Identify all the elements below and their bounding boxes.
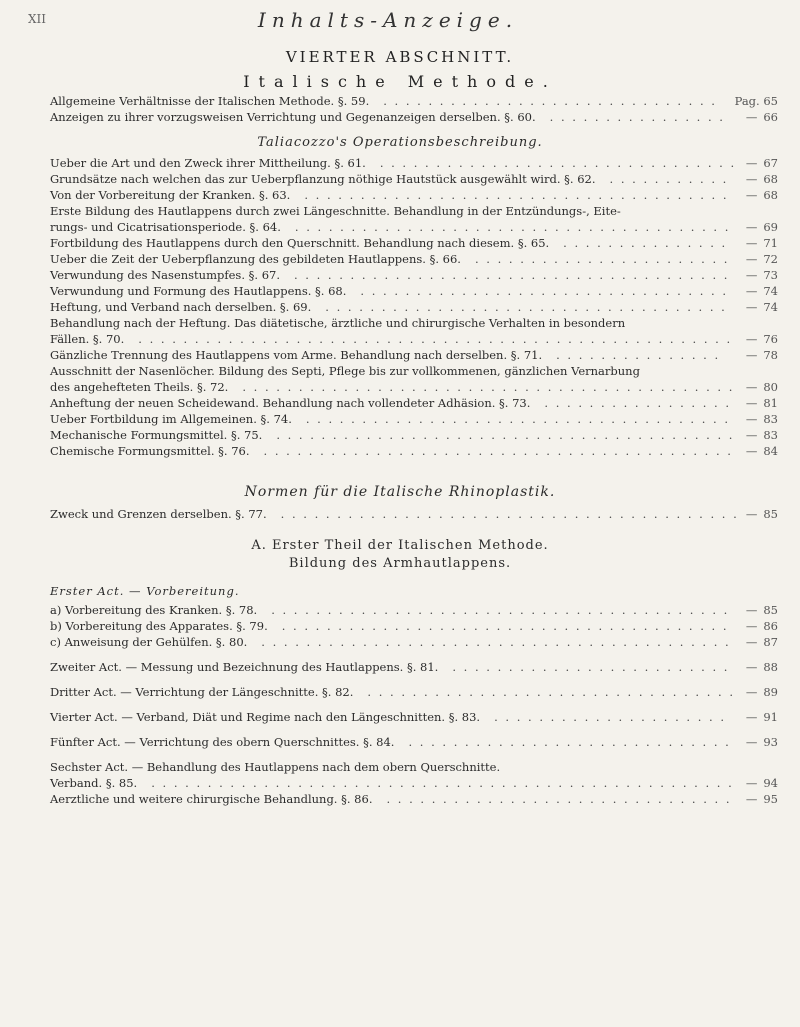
toc-page-number: 81 (763, 396, 778, 410)
toc-page-number: 83 (763, 428, 778, 442)
page-dash: — (745, 332, 758, 346)
dot-leader: . . . . . . . . . . . . . . . . . . . . . . . . . . . . . . . (386, 792, 732, 806)
dot-leader: . . . . . . . . . . . . . . . . . . . . . . . (474, 252, 730, 266)
toc-entry (50, 187, 778, 203)
toc-entry-page (746, 791, 778, 807)
page-dash: — (745, 396, 758, 410)
toc-entry (50, 734, 778, 750)
page-dash: — (745, 444, 758, 458)
toc-entry-page (746, 251, 778, 267)
page-dash: — (745, 236, 758, 250)
dot-leader: . . . . . . . . . . . . . . . . . (544, 396, 732, 410)
toc-entry-text: Gänzliche Trennung des Hautlappens vom Arme. Behandlung nach derselben. §. 71. (50, 348, 543, 362)
heading-normen: Normen für die Italische Rhinoplastik. (244, 484, 556, 500)
toc-entry-text: Fünfter Act. — Verrichtung des obern Querschnittes. §. 84. (50, 735, 395, 749)
toc-entry (50, 283, 778, 299)
toc-page-number: 69 (763, 220, 778, 234)
page-number: XII (28, 12, 47, 26)
toc-entry (50, 235, 778, 251)
toc-entry-text: Mechanische Formungsmittel. §. 75. (50, 428, 263, 442)
toc-entry-page (746, 618, 778, 634)
page-dash: — (745, 348, 758, 362)
toc-entry-page (746, 331, 778, 347)
toc-page-number: 94 (763, 776, 778, 790)
toc-entry-text: Ausschnitt der Nasenlöcher. Bildung des Septi, Pflege bis zur vollkommenen, gänzlichen Vernarbung (50, 364, 640, 378)
toc-page-number: 78 (763, 348, 778, 362)
toc-entry-text: Verwundung und Formung des Hautlappens. §. 68. (50, 284, 347, 298)
toc-entry (50, 299, 778, 315)
toc-entry (50, 379, 778, 395)
toc-entry-page (746, 379, 778, 395)
toc-entry (50, 775, 778, 791)
dot-leader: . . . . . . . . . . . . . . . . . . . . . . . . . . . . . . . . . . . . . . . . . . (263, 444, 733, 458)
dot-leader: . . . . . . . . . . . . . . . . . . . . . . . . . . . . . . . . . . . . . . . . . . . . . . . . . . . . (151, 776, 734, 790)
toc-entry-text: Ueber Fortbildung im Allgemeinen. §. 74. (50, 412, 292, 426)
toc-entry-text: des angehefteten Theils. §. 72. (50, 380, 229, 394)
dot-leader: . . . . . . . . . . . . . . . . . . . . . . . . . . . . . . . . . . . . . . . . . . (261, 635, 731, 649)
toc-entry-text: Ueber die Art und den Zweck ihrer Mittheilung. §. 61. (50, 156, 366, 170)
heading-bildung: Bildung des Armhautlappens. (288, 556, 512, 571)
toc-entry-text: Allgemeine Verhältnisse der Italischen Methode. §. 59. (50, 94, 370, 108)
toc-entry (50, 411, 778, 427)
toc-entry-text: Dritter Act. — Verrichtung der Längeschnitte. §. 82. (50, 685, 354, 699)
page-dash: — (745, 735, 758, 749)
dot-leader: . . . . . . . . . . . . . . . . . . . . . . . . . . . . . (408, 735, 731, 749)
toc-entry-page (746, 219, 778, 235)
page-dash: — (745, 220, 758, 234)
toc-page-number: 91 (763, 710, 778, 724)
dot-leader: . . . . . . . . . . . . . . . . . . . . . . . . . . . . . . . . (379, 156, 737, 170)
toc-entry (50, 315, 778, 331)
page-dash: — (745, 776, 758, 790)
toc-entry (50, 395, 778, 411)
toc-page-number: 87 (763, 635, 778, 649)
toc-page-number: 68 (763, 188, 778, 202)
dot-leader: . . . . . . . . . . . . . . . . . . . . . . . . . . . . . . . . . . . . . . . (293, 268, 730, 282)
toc-entry-page (746, 659, 778, 675)
toc-entry (50, 109, 778, 125)
act1-heading: Erster Act. — Vorbereitung. (50, 584, 240, 598)
toc-entry (50, 219, 778, 235)
toc-entry-page (746, 299, 778, 315)
page-dash: — (745, 428, 758, 442)
dot-leader: . . . . . . . . . . . . . . . . . . . . . . . . . . . . . . . . . . . . . . . . (281, 619, 729, 633)
page-dash: — (745, 507, 758, 521)
toc-entry-page (746, 155, 778, 171)
toc-entry (50, 443, 778, 459)
toc-entry (50, 203, 778, 219)
page-dash: — (745, 685, 758, 699)
toc-entry-text: Zweiter Act. — Messung und Bezeichnung des Hautlappens. §. 81. (50, 660, 439, 674)
dot-leader: . . . . . . . . . . . . . . . . . . . . . . . . . . . . . . . . . . . . . . . . . (271, 603, 730, 617)
toc-entry-text: Heftung, und Verband nach derselben. §. 69. (50, 300, 312, 314)
dot-leader: . . . . . . . . . . . . . . . . . . . . . . . . . . . . . . . . . . . . . . . . . . . . (242, 380, 735, 394)
page-dash: — (745, 619, 758, 633)
toc-entry-text: Chemische Formungsmittel. §. 76. (50, 444, 250, 458)
page-dash: — (745, 156, 758, 170)
page-dash: — (745, 635, 758, 649)
toc-entry (50, 347, 778, 363)
dot-leader: . . . . . . . . . . . . . . . . . . . . . . . . . . . . . . (383, 94, 717, 108)
toc-entry-text: a) Vorbereitung des Kranken. §. 78. (50, 603, 258, 617)
dot-leader: . . . . . . . . . . . . . . . . . . . . . . . . . . . . . . . . . . . . . . . . . (280, 507, 739, 521)
section-subtitle: Italische Methode. (243, 72, 557, 91)
page-dash: — (745, 188, 758, 202)
dot-leader: . . . . . . . . . . . . . . . . . . . . . . . . . . . . . . . . . . . . . . . . . . . . . . . . . . . . . (138, 332, 733, 346)
dot-leader: . . . . . . . . . . . . . . . . . . . . . . . . . . . . . . . . . . . . . . . (294, 220, 731, 234)
dot-leader: . . . . . . . . . . . . . . . . . . . . . . . . . . . . . . . . . . . . . . . . . (276, 428, 735, 442)
running-title: Inhalts-Anzeige. (257, 8, 519, 32)
toc-page-number: 71 (763, 236, 778, 250)
toc-entry-text: Verwundung des Nasenstumpfes. §. 67. (50, 268, 280, 282)
toc-entry-text: Ueber die Zeit der Ueberpflanzung des gebildeten Hautlappens. §. 66. (50, 252, 461, 266)
toc-entry-page (746, 775, 778, 791)
toc-entry-text: Von der Vorbereitung der Kranken. §. 63. (50, 188, 291, 202)
page-dash: — (745, 252, 758, 266)
toc-entry-text: Sechster Act. — Behandlung des Hautlappens nach dem obern Querschnitte. (50, 760, 501, 774)
toc-entry-text: Zweck und Grenzen derselben. §. 77. (50, 507, 267, 521)
toc-entry (50, 709, 778, 725)
toc-entry-page (746, 734, 778, 750)
dot-leader: . . . . . . . . . . . . . . . . . . . . . . . . . . . . . . . . . (360, 284, 729, 298)
toc-entry-page (746, 443, 778, 459)
page-dash: — (745, 603, 758, 617)
toc-page-number: 89 (763, 685, 778, 699)
toc-entry-text: Vierter Act. — Verband, Diät und Regime nach den Längeschnitten. §. 83. (50, 710, 481, 724)
toc-entry (50, 93, 778, 109)
toc-entry (50, 659, 778, 675)
running-header (28, 8, 748, 32)
dot-leader: . . . . . . . . . . . . . . . . (549, 110, 725, 124)
dot-leader: . . . . . . . . . . . . . . . (556, 348, 721, 362)
toc-entry-text: Anheftung der neuen Scheidewand. Behandlung nach vollendeter Adhäsion. §. 73. (50, 396, 531, 410)
toc-entry-text: Grundsätze nach welchen das zur Ueberpflanzung nöthige Hautstück ausgewählt wird. §. 62. (50, 172, 596, 186)
toc-entry-text: b) Vorbereitung des Apparates. §. 79. (50, 619, 268, 633)
toc-entry-text: c) Anweisung der Gehülfen. §. 80. (50, 635, 248, 649)
toc-entry (50, 331, 778, 347)
toc-page-number: 66 (763, 110, 778, 124)
dot-leader: . . . . . . . . . . . . . . . (563, 236, 728, 250)
toc-entry (50, 791, 778, 807)
toc-page-number: 83 (763, 412, 778, 426)
toc-entry-page (729, 93, 778, 109)
toc-page-number: Pag. 65 (734, 94, 778, 108)
toc-entry (50, 602, 778, 618)
toc-page-number: 80 (763, 380, 778, 394)
toc-page-number: 67 (763, 156, 778, 170)
toc-page-number: 74 (763, 300, 778, 314)
toc-entry-page (746, 506, 778, 522)
toc-page-number: 73 (763, 268, 778, 282)
toc-entry-page (746, 427, 778, 443)
heading-taliacozzo: Taliacozzo's Operationsbeschreibung. (257, 135, 543, 150)
page-dash: — (745, 110, 758, 124)
toc-page-number: 85 (763, 507, 778, 521)
page-dash: — (745, 792, 758, 806)
toc-entry-page (746, 109, 778, 125)
toc-entry-page (746, 267, 778, 283)
page-dash: — (745, 412, 758, 426)
toc-entry (50, 506, 778, 522)
toc-entry-page (746, 395, 778, 411)
dot-leader: . . . . . . . . . . . . . . . . . . . . . . . . . . . . . . . . . . . . . . (304, 188, 729, 202)
toc-entry (50, 363, 778, 379)
toc-entry-text: Aerztliche und weitere chirurgische Behandlung. §. 86. (50, 792, 373, 806)
toc-entry (50, 171, 778, 187)
toc-entry-page (746, 411, 778, 427)
toc-entry-text: Verband. §. 85. (50, 776, 138, 790)
page-dash: — (745, 380, 758, 394)
toc-entry-text: Anzeigen zu ihrer vorzugsweisen Verrichtung und Gegenanzeigen derselben. §. 60. (50, 110, 536, 124)
toc-entry-page (746, 709, 778, 725)
toc-page-number: 76 (763, 332, 778, 346)
page-dash: — (745, 268, 758, 282)
toc-page-number: 74 (763, 284, 778, 298)
toc-entry-page (746, 634, 778, 650)
toc-page-number: 88 (763, 660, 778, 674)
toc-entry-text: Behandlung nach der Heftung. Das diätetische, ärztliche und chirurgische Verhalten in besondern (50, 316, 626, 330)
toc-entry (50, 155, 778, 171)
toc-page-number: 86 (763, 619, 778, 633)
toc-entry-page (746, 235, 778, 251)
toc-entry-page (746, 602, 778, 618)
toc-entry (50, 634, 778, 650)
page-dash: — (745, 284, 758, 298)
toc-entry (50, 759, 778, 775)
page-dash: — (745, 172, 758, 186)
dot-leader: . . . . . . . . . . . (609, 172, 729, 186)
toc-entry-page (746, 347, 778, 363)
toc-entry (50, 427, 778, 443)
toc-entry-page (746, 187, 778, 203)
toc-page-number: 95 (763, 792, 778, 806)
toc-entry-text: rungs- und Cicatrisationsperiode. §. 64. (50, 220, 281, 234)
toc-page-number: 68 (763, 172, 778, 186)
toc-page-number: 72 (763, 252, 778, 266)
section-title: VIERTER ABSCHNITT. (285, 48, 515, 66)
page-dash: — (745, 300, 758, 314)
toc-entry-text: Fällen. §. 70. (50, 332, 125, 346)
toc-entry-text: Fortbildung des Hautlappens durch den Querschnitt. Behandlung nach diesem. §. 65. (50, 236, 550, 250)
dot-leader: . . . . . . . . . . . . . . . . . . . . . . . . . . . . . . . . . . . . (325, 300, 727, 314)
toc-page-number: 84 (763, 444, 778, 458)
toc-entry-text: Erste Bildung des Hautlappens durch zwei Längeschnitte. Behandlung in der Entzündungs-, Eite- (50, 204, 621, 218)
toc-page-number: 85 (763, 603, 778, 617)
dot-leader: . . . . . . . . . . . . . . . . . . . . . . . . . (452, 660, 730, 674)
dot-leader: . . . . . . . . . . . . . . . . . . . . . (494, 710, 726, 724)
page-dash: — (745, 660, 758, 674)
toc-entry-page (746, 283, 778, 299)
toc-entry-page (746, 171, 778, 187)
dot-leader: . . . . . . . . . . . . . . . . . . . . . . . . . . . . . . . . . (367, 685, 735, 699)
toc-entry-page (746, 684, 778, 700)
toc-entry (50, 618, 778, 634)
dot-leader: . . . . . . . . . . . . . . . . . . . . . . . . . . . . . . . . . . . . . . (305, 412, 731, 426)
toc-entry (50, 267, 778, 283)
page-dash: — (745, 710, 758, 724)
toc-entry (50, 251, 778, 267)
toc-entry (50, 684, 778, 700)
heading-erster-theil: A. Erster Theil der Italischen Methode. (251, 538, 549, 553)
toc-page-number: 93 (763, 735, 778, 749)
